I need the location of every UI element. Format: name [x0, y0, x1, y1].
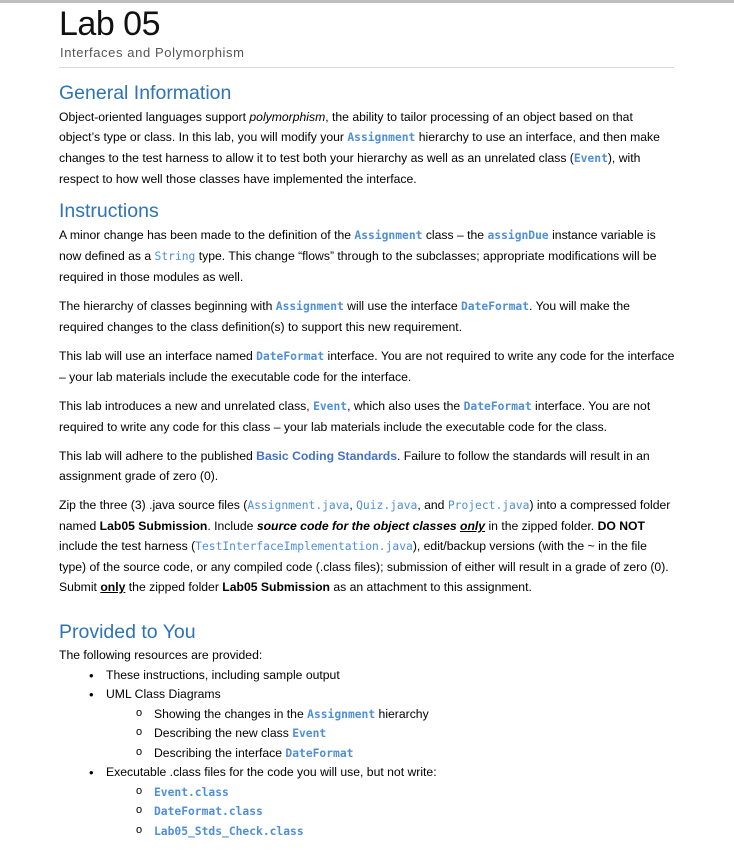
text: Describing the interface: [154, 745, 286, 760]
instructions-paragraph-1: [59, 225, 677, 287]
list-item: [106, 822, 677, 842]
top-rule: [0, 0, 734, 3]
list-item: [59, 685, 677, 763]
instructions-paragraph-5: [59, 446, 677, 486]
text: interface. You are not required to write any code for the interface – your lab materials include the executable code for the interface.: [59, 349, 675, 384]
code-assignment-java: Assignment.java: [247, 499, 350, 512]
heading-general-information: General Information: [59, 82, 232, 104]
code-event: Event: [313, 400, 348, 413]
code-event-class: Event.class: [154, 785, 229, 799]
general-information-section: [59, 80, 677, 189]
text: interface. You are not required to write any code for this class – your lab materials include the executable code for the class.: [59, 399, 651, 434]
code-stds-check-class: Lab05_Stds_Check.class: [154, 824, 304, 838]
text: . Include: [207, 519, 257, 533]
code-string: String: [154, 250, 196, 263]
doc-subtitle: Interfaces and Polymorphism: [60, 45, 245, 60]
list-item: [59, 666, 677, 686]
heading-instructions: Instructions: [59, 200, 159, 222]
text: the zipped folder: [125, 580, 223, 594]
do-not: DO NOT: [597, 519, 645, 533]
text: Object-oriented languages support: [59, 110, 250, 124]
text: hierarchy: [375, 706, 429, 721]
instructions-paragraph-2: [59, 296, 677, 337]
folder-name: Lab05 Submission: [222, 580, 330, 594]
code-event: Event: [573, 152, 608, 165]
text: hierarchy to use an interface, and then make changes to the test harness to allow it to test both your hierarchy as well as an unrelated class (: [59, 130, 660, 165]
text: This lab will use an interface named: [59, 349, 257, 363]
list-item: [106, 724, 677, 744]
text: This lab introduces a new and unrelated class,: [59, 399, 314, 413]
text: . Failure to follow the standards will result in an assignment grade of zero (0).: [59, 449, 650, 483]
emphasis: polymorphism: [249, 110, 326, 124]
text: class – the: [422, 228, 488, 242]
text: type. This change “flows” through to the subclasses; appropriate modifications will be required in those modules as well.: [59, 249, 657, 284]
code-assigndue: assignDue: [487, 229, 549, 242]
text: ), with respect to how well those classes have implemented the interface.: [59, 151, 641, 186]
code-quiz-java: Quiz.java: [356, 499, 418, 512]
code-assignment: Assignment: [275, 300, 344, 313]
text: instance variable is now defined as a: [59, 228, 656, 263]
text: include the test harness (: [59, 539, 196, 553]
emphasis-only: only: [100, 580, 126, 594]
text: in the zipped folder.: [485, 519, 598, 533]
text: will use the interface: [343, 299, 461, 313]
text: , the ability to tailor processing of an object based on that object’s type or class. In this lab, you will modify your: [59, 110, 633, 144]
list-item: [106, 783, 677, 803]
text: UML Class Diagrams: [106, 687, 221, 701]
list-item: [59, 763, 677, 841]
instructions-paragraph-3: [59, 346, 677, 387]
code-dateformat: DateFormat: [285, 746, 354, 760]
provided-intro: The following resources are provided:: [59, 648, 263, 662]
text: Executable .class files for the code you will use, but not write:: [106, 765, 437, 779]
subtitle-rule: [59, 67, 674, 68]
code-project-java: Project.java: [447, 499, 530, 512]
instructions-section: [59, 198, 677, 597]
document-body: [59, 80, 677, 841]
text: A minor change has been made to the definition of the: [59, 228, 355, 242]
general-paragraph: [59, 107, 677, 189]
coding-standards-link[interactable]: Basic Coding Standards: [256, 449, 398, 463]
text: ,: [349, 498, 357, 512]
list-item: [106, 705, 677, 725]
code-dateformat: DateFormat: [463, 400, 532, 413]
text: Describing the new class: [154, 726, 293, 740]
code-assignment: Assignment: [347, 131, 416, 144]
class-files-sublist: [106, 783, 677, 842]
text: ), edit/backup versions (with the ~ in the file type) of the source code, or any compiled code (.class files); submission of either will result in a grade of zero (0). Submit: [59, 539, 669, 594]
text: This lab will adhere to the published: [59, 449, 257, 463]
code-dateformat: DateFormat: [461, 300, 530, 313]
text: . You will make the required changes to the class definition(s) to support this new requirement.: [59, 299, 630, 334]
doc-title: Lab 05: [59, 5, 160, 43]
code-assignment: Assignment: [307, 707, 376, 721]
text: , and: [417, 498, 448, 512]
text: ) into a compressed folder named: [59, 498, 671, 533]
uml-sublist: [106, 705, 677, 764]
provided-section: [59, 619, 677, 841]
code-event: Event: [292, 727, 327, 740]
list-item: [106, 802, 677, 822]
text: The hierarchy of classes beginning with: [59, 299, 276, 313]
text: , which also uses the: [347, 399, 464, 413]
text: as an attachment to this assignment.: [329, 580, 532, 594]
resource-list: [59, 666, 677, 842]
instructions-paragraph-6: [59, 495, 677, 597]
text: Zip the three (3) .java source files (: [59, 498, 248, 512]
emphasis-only: only: [460, 519, 486, 533]
folder-name: Lab05 Submission: [99, 519, 208, 533]
list-item: [106, 744, 677, 764]
instructions-paragraph-4: [59, 396, 677, 437]
text: Showing the changes in the: [154, 706, 308, 721]
code-dateformat: DateFormat: [256, 350, 325, 363]
text: These instructions, including sample output: [106, 667, 340, 682]
emphasis: source code for the object classes: [256, 519, 461, 533]
code-assignment: Assignment: [354, 229, 423, 242]
code-test-harness: TestInterfaceImplementation.java: [195, 540, 413, 553]
code-dateformat-class: DateFormat.class: [154, 805, 263, 818]
heading-provided: Provided to You: [59, 621, 196, 643]
